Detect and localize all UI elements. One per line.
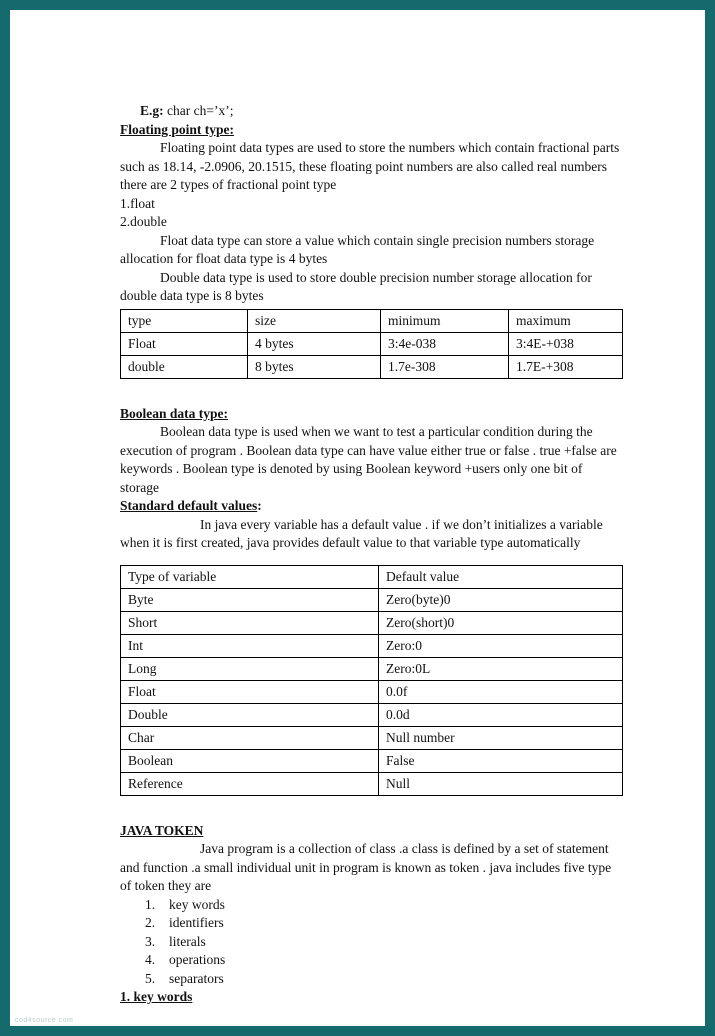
list-item (145, 970, 623, 989)
table-cell: 0.0f (379, 680, 623, 703)
table-row (121, 703, 623, 726)
table-cell: 1.7E-+308 (509, 355, 623, 378)
table-cell: False (379, 749, 623, 772)
heading-standard-default-values (120, 497, 623, 516)
heading-java-token: JAVA TOKEN (120, 822, 204, 838)
list-item-label: literals (169, 933, 206, 949)
example-label: E.g: (140, 103, 164, 118)
table-cell: Double (121, 703, 379, 726)
table-row (121, 634, 623, 657)
table-row (121, 726, 623, 749)
list-item-number: 3. (145, 933, 156, 949)
table-cell: Boolean (121, 749, 379, 772)
table-row (121, 749, 623, 772)
table-row (121, 657, 623, 680)
paragraph-boolean: Boolean data type is used when we want to test a particular condition during the execution of program . Boolean data type can have value either true or false . true +false are keywords . Boolean type is denoted by using Boolean keyword +users only one bit of storage (120, 424, 617, 495)
paragraph-java-token: Java program is a collection of class .a class is defined by a set of statement and function .a small individual unit in program is known as token . java includes five type of token they are (120, 841, 612, 893)
table-cell: Int (121, 634, 379, 657)
heading-colon: : (257, 498, 262, 513)
table-cell: double (121, 355, 248, 378)
paragraph-double: Double data type is used to store double precision number storage allocation for double data type is 8 bytes (120, 269, 592, 303)
document-body (120, 102, 623, 1007)
table-cell: Float (121, 680, 379, 703)
list-item-label: identifiers (169, 915, 224, 930)
heading-key-words: 1. key words (120, 989, 193, 1004)
table-row (121, 680, 623, 703)
table-header-row (121, 309, 623, 332)
table-row (121, 355, 623, 378)
table-cell: 0.0d (379, 703, 623, 726)
table-cell: 1.7e-308 (381, 355, 509, 378)
table-cell: 4 bytes (248, 332, 381, 355)
table-cell: Float (121, 332, 248, 355)
table-cell: Char (121, 726, 379, 749)
table-row (121, 611, 623, 634)
table-header-cell: Type of variable (121, 565, 379, 588)
paragraph-float: Float data type can store a value which contain single precision numbers storage allocation for float data type is 4 bytes (120, 232, 595, 266)
list-item-label: operations (169, 952, 226, 967)
heading-floating-point-type: Floating point type: (120, 121, 235, 137)
table-header-cell: maximum (509, 309, 623, 332)
list-item-label: separators (169, 970, 224, 986)
example-line (140, 102, 623, 121)
table-header-cell: Default value (379, 565, 623, 588)
table-header-cell: type (121, 309, 248, 332)
heading-boolean-data-type: Boolean data type: (120, 405, 228, 421)
list-item (145, 951, 623, 970)
list-item-number: 1. (145, 896, 156, 912)
table-cell: Null number (379, 726, 623, 749)
table-cell: Long (121, 657, 379, 680)
table-cell: Byte (121, 588, 379, 611)
table-cell: 8 bytes (248, 355, 381, 378)
table-cell: 3:4e-038 (381, 332, 509, 355)
watermark-text: cod4source.com (15, 1017, 74, 1024)
table-row (121, 588, 623, 611)
table-cell: Null (379, 772, 623, 795)
table-header-cell: minimum (381, 309, 509, 332)
list-item (145, 914, 623, 933)
table-row (121, 332, 623, 355)
list-item-label: key words (169, 896, 225, 912)
list-item (145, 896, 623, 915)
list-item-number: 4. (145, 952, 156, 967)
table-cell: Zero(byte)0 (379, 588, 623, 611)
list-item-number: 5. (145, 970, 156, 986)
table-header-row (121, 565, 623, 588)
example-code: char ch=’x’; (167, 103, 234, 118)
heading-text: Standard default values (120, 498, 258, 513)
paragraph-default-values: In java every variable has a default value . if we don’t initializes a variable when it is first created, java provides default value to that variable type automatically (120, 516, 603, 550)
list-item (145, 933, 623, 952)
table-cell: Reference (121, 772, 379, 795)
table-cell: Zero(short)0 (379, 611, 623, 634)
list-item-number: 2. (145, 915, 156, 930)
paragraph-floating-point: Floating point data types are used to store the numbers which contain fractional parts such as 18.14, -2.0906, 20.1515, these floating point numbers are also called real numbers there are 2 types of fractional point type (120, 140, 620, 192)
default-values-table (120, 565, 623, 796)
list-item-double: 2.double (120, 214, 167, 229)
table-cell: Zero:0L (379, 657, 623, 680)
table-header-cell: size (248, 309, 381, 332)
table-cell: Zero:0 (379, 634, 623, 657)
token-type-list (145, 896, 623, 989)
table-cell: 3:4E-+038 (509, 332, 623, 355)
float-range-table (120, 309, 623, 379)
table-cell: Short (121, 611, 379, 634)
list-item-float: 1.float (120, 195, 155, 211)
table-row (121, 772, 623, 795)
